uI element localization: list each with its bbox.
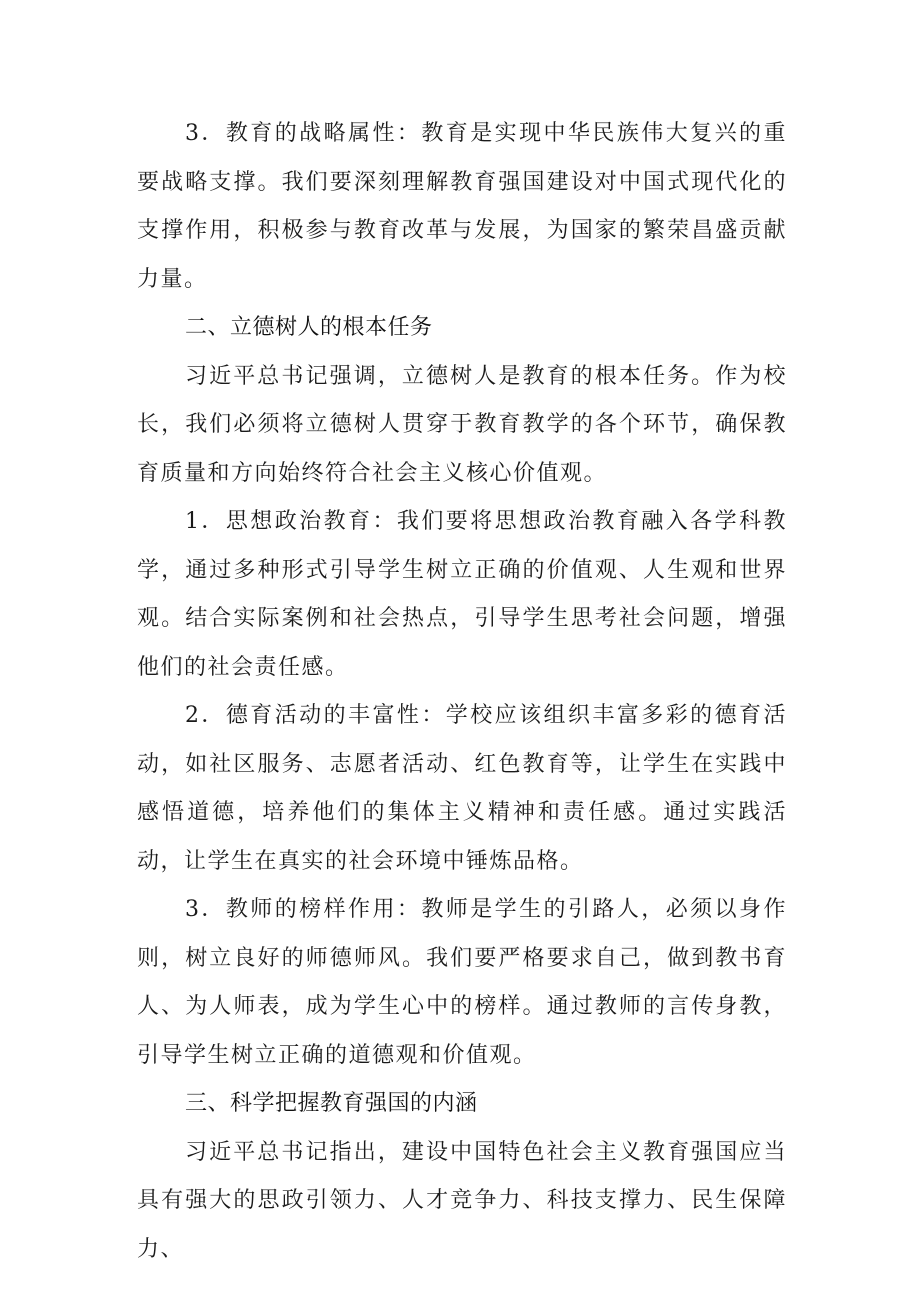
- paragraph-teacher-role-model: 3．教师的榜样作用：教师是学生的引路人，必须以身作则，树立良好的师德师风。我们要严格要求自己，做到教书育人、为人师表，成为学生心中的榜样。通过教师的言传身教，引导学生树立正确的道德观和价值观。: [137, 897, 787, 1068]
- paragraph-strategic-attribute: 3．教育的战略属性：教育是实现中华民族伟大复兴的重要战略支撑。我们要深刻理解教育强国建设对中国式现代化的支撑作用，积极参与教育改革与发展，为国家的繁荣昌盛贡献力量。: [137, 121, 787, 292]
- paragraph-ideological-education: 1．思想政治教育：我们要将思想政治教育融入各学科教学，通过多种形式引导学生树立正确的价值观、人生观和世界观。结合实际案例和社会热点，引导学生思考社会问题，增强他们的社会责任感。: [137, 509, 787, 680]
- paragraph-fundamental-task: 习近平总书记强调，立德树人是教育的根本任务。作为校长，我们必须将立德树人贯穿于教育教学的各个环节，确保教育质量和方向始终符合社会主义核心价值观。: [137, 363, 787, 486]
- paragraph-connotation: 习近平总书记指出，建设中国特色社会主义教育强国应当具有强大的思政引领力、人才竞争力、科技支撑力、民生保障力、: [137, 1139, 787, 1262]
- paragraph-moral-activities: 2．德育活动的丰富性：学校应该组织丰富多彩的德育活动，如社区服务、志愿者活动、红色教育等，让学生在实践中感悟道德，培养他们的集体主义精神和责任感。通过实践活动，让学生在真实的社会环境中锤炼品格。: [137, 703, 787, 874]
- section-heading-3: 三、科学把握教育强国的内涵: [185, 1091, 478, 1116]
- document-body: [137, 110, 787, 1274]
- section-heading-2: 二、立德树人的根本任务: [185, 315, 433, 340]
